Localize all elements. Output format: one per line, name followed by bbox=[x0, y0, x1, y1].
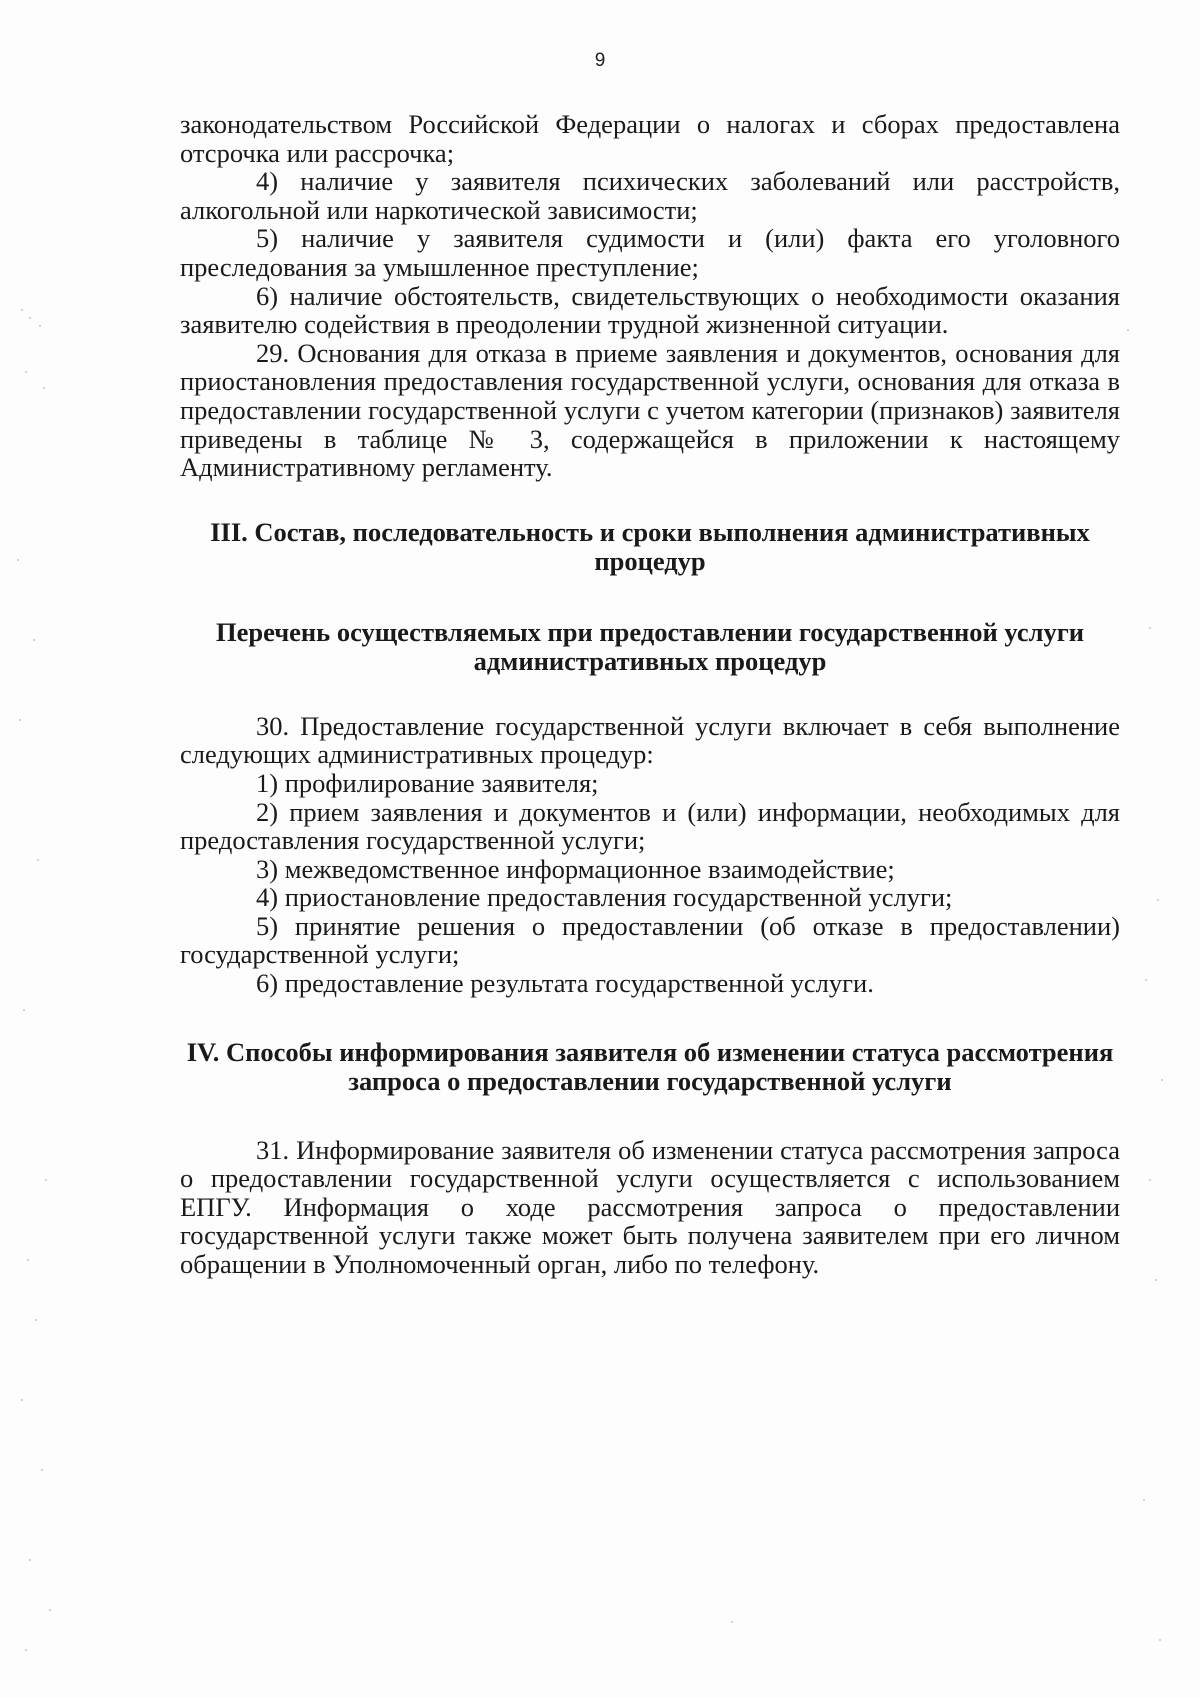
section-3-heading: III. Состав, последовательность и сроки выполнения административных процедур bbox=[210, 516, 1090, 576]
paragraph-30: 30. Предоставление государственной услуги включает в себя выполнение следующих административных процедур: bbox=[180, 710, 1120, 770]
list-item-5: 5) наличие у заявителя судимости и (или) факта его уголовного преследования за умышленное преступление; bbox=[180, 223, 1120, 282]
procedure-item-3: 3) межведомственное информационное взаимодействие; bbox=[256, 853, 895, 884]
paragraph-continuation: законодательством Российской Федерации о налогах и сборах предоставлена отсрочка или рассрочка; bbox=[180, 109, 1120, 168]
procedure-item-2: 2) прием заявления и документов и (или) информации, необходимых для предоставления государственной услуги; bbox=[180, 796, 1120, 856]
procedure-item-4: 4) приостановление предоставления государственной услуги; bbox=[256, 882, 953, 913]
procedure-item-6: 6) предоставление результата государственной услуги. bbox=[256, 968, 874, 999]
procedure-item-1: 1) профилирование заявителя; bbox=[256, 767, 599, 798]
list-item-4: 4) наличие у заявителя психических заболеваний или расстройств, алкогольной или наркотической зависимости; bbox=[180, 166, 1120, 225]
paragraph-29: 29. Основания для отказа в приеме заявления и документов, основания для приостановления предоставления государственной услуги, основания для отказа в предоставлении государственной услуги с учетом категории (признаков) заявителя приведены в таблице № 3, содержащейся в приложении к настоящему Административному регламенту. bbox=[180, 337, 1120, 483]
list-item-6: 6) наличие обстоятельств, свидетельствующих о необходимости оказания заявителю содействия в преодолении трудной жизненной ситуации. bbox=[180, 280, 1120, 340]
section-4-body bbox=[180, 1136, 1120, 1279]
subsection-heading: Перечень осуществляемых при предоставлении государственной услуги административных процедур bbox=[215, 616, 1085, 676]
document-body bbox=[180, 110, 1120, 1279]
procedure-item-5: 5) принятие решения о предоставлении (об отказе в предоставлении) государственной услуги; bbox=[180, 910, 1120, 970]
paragraph-31: 31. Информирование заявителя об изменении статуса рассмотрения запроса о предоставлении государственной услуги осуществляется с использованием ЕПГУ. Информация о ходе рассмотрения запроса о предоставлении государственной услуги также может быть получена заявителем при его личном обращении в Уполномоченный орган, либо по телефону. bbox=[180, 1134, 1120, 1280]
procedures-list bbox=[180, 712, 1120, 998]
section-4-heading: IV. Способы информирования заявителя об изменении статуса рассмотрения запроса о предоставлении государственной услуги bbox=[186, 1036, 1114, 1096]
page-number: 9 bbox=[594, 50, 606, 71]
